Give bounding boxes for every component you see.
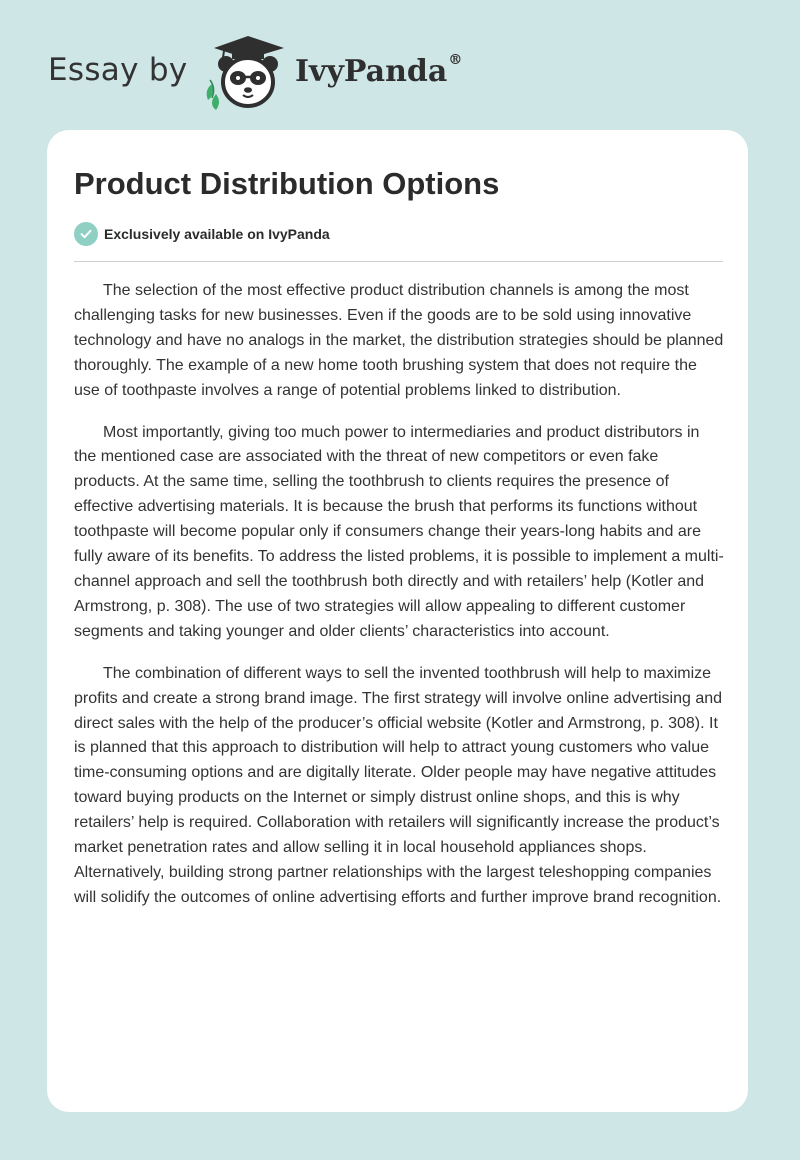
essay-by-label: Essay by [48,52,188,88]
article-body [74,279,726,928]
brand-name[interactable]: IvyPanda® [295,52,463,89]
site-header [48,30,568,110]
exclusive-badge-label: Exclusively available on IvyPanda [104,226,330,242]
article-card [47,130,748,1112]
registered-mark: ® [448,52,463,68]
check-circle-icon [74,222,98,246]
panda-graduate-icon [202,34,288,110]
paragraph-1: The selection of the most effective product distribution channels is among the most challenging tasks for new businesses. Even if the goods are to be sold using innovative technology and have no analogs in the market, the distribution strategies should be planned thoroughly. The example of a new home tooth brushing system that does not require the use of toothpaste involves a range of potential problems linked to distribution. [74,282,724,399]
paragraph-3: The combination of different ways to sell the invented toothbrush will help to maximize profits and create a strong brand image. The first strategy will involve online advertising and direct sales with the help of the producer’s official website (Kotler and Armstrong, p. 308). It is planned that this approach to distribution will help to attract young customers who value time-consuming options and are digitally literate. Older people may have negative attitudes toward buying products on the Internet or simply distrust online shops, and this is why retailers’ help is required. Collaboration with retailers will significantly increase the product’s market penetration rates and allow selling it in local household appliances shops. Alternatively, building strong partner relationships with the largest teleshopping companies will solidify the outcomes of online advertising efforts and further improve brand recognition. [74,664,723,906]
exclusive-badge [74,222,330,246]
page-title: Product Distribution Options [74,166,500,201]
title-divider [74,261,723,262]
paragraph-2: Most importantly, giving too much power to intermediaries and product distributors in the mentioned case are associated with the threat of new competitors or even fake products. At the same time, selling the toothbrush to clients requires the presence of effective advertising materials. It is because the brush that performs its functions without toothpaste will become popular only if consumers change their years-long habits and are fully aware of its benefits. To address the listed problems, it is possible to implement a multi-channel approach and sell the toothbrush both directly and with retailers’ help (Kotler and Armstrong, p. 308). The use of two strategies will allow appealing to different customer segments and taking younger and older clients’ characteristics into account. [74,423,724,640]
